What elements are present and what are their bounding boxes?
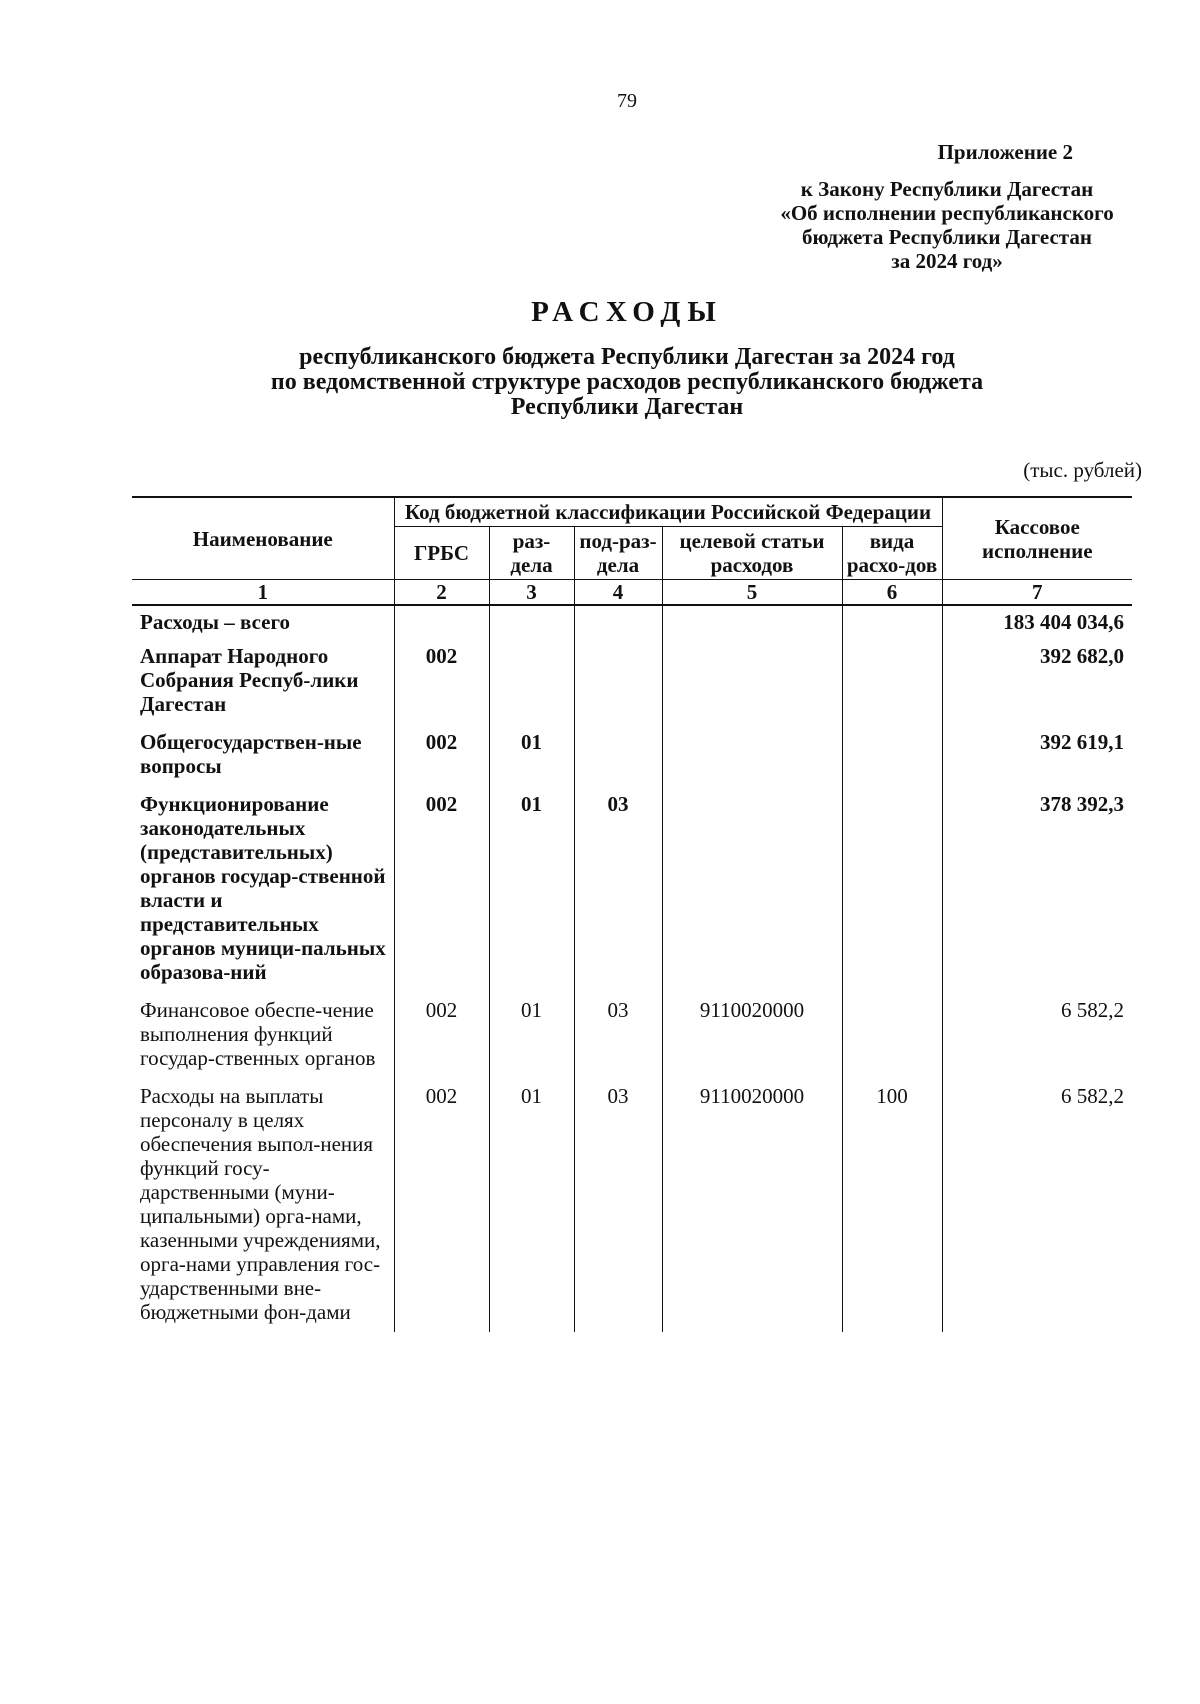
row-name: Расходы на выплаты персоналу в целях обеспечения выпол-нения функций госу-дарственными (муни-ципальными) орга-нами, казенными учреждениями, орга-нами управления гос-ударственными вне-бюджетными фон-дами (140, 1084, 381, 1324)
row-kind: 100 (842, 1078, 942, 1332)
row-grbs (394, 605, 489, 638)
row-amount: 378 392,3 (942, 786, 1132, 992)
units-note: (тыс. рублей) (1023, 458, 1142, 482)
row-section: 01 (489, 786, 574, 992)
row-kind (842, 992, 942, 1078)
row-target: 9110020000 (662, 1078, 842, 1332)
row-subsection (574, 605, 662, 638)
header-target-article: целевой статьи расходов (662, 527, 842, 580)
subtitle-line: республиканского бюджета Республики Дагестан за 2024 год (299, 344, 955, 370)
row-grbs: 002 (394, 638, 489, 724)
header-classification-group: Код бюджетной классификации Российской Федерации (394, 497, 942, 527)
law-reference-line: бюджета Республики Дагестан (802, 225, 1092, 249)
row-grbs: 002 (394, 992, 489, 1078)
column-number: 4 (574, 580, 662, 606)
row-kind (842, 605, 942, 638)
expenditure-table (132, 496, 1132, 1332)
subtitle-line: по ведомственной структуре расходов республиканского бюджета (270, 369, 984, 395)
row-grbs: 002 (394, 1078, 489, 1332)
row-kind (842, 786, 942, 992)
document-subtitle (0, 345, 1200, 420)
row-section (489, 605, 574, 638)
row-grbs: 002 (394, 786, 489, 992)
law-reference-line: «Об исполнении республиканского (780, 201, 1114, 225)
appendix-title: Приложение 2 (937, 140, 1073, 164)
row-amount: 392 619,1 (942, 724, 1132, 786)
subtitle-line: Республики Дагестан (510, 394, 744, 420)
document-title: РАСХОДЫ (531, 296, 723, 328)
row-section: 01 (489, 724, 574, 786)
row-target (662, 786, 842, 992)
row-section (489, 638, 574, 724)
header-expense-kind: вида расхо-дов (842, 527, 942, 580)
row-amount: 392 682,0 (942, 638, 1132, 724)
row-amount: 6 582,2 (942, 992, 1132, 1078)
table-row (132, 638, 1132, 724)
row-target (662, 724, 842, 786)
row-subsection: 03 (574, 786, 662, 992)
law-reference-line: за 2024 год» (891, 249, 1003, 273)
row-amount: 6 582,2 (942, 1078, 1132, 1332)
column-number: 6 (842, 580, 942, 606)
header-name: Наименование (132, 497, 394, 580)
row-section: 01 (489, 1078, 574, 1332)
row-kind (842, 724, 942, 786)
column-number: 1 (132, 580, 394, 606)
row-target: 9110020000 (662, 992, 842, 1078)
header-subsection: под-раз-дела (574, 527, 662, 580)
table-row (132, 724, 1132, 786)
row-section: 01 (489, 992, 574, 1078)
column-number: 5 (662, 580, 842, 606)
table-row (132, 605, 1132, 638)
header-cash-execution: Кассовое исполнение (942, 497, 1132, 580)
column-number: 2 (394, 580, 489, 606)
header-grbs: ГРБС (394, 527, 489, 580)
row-name: Аппарат Народного Собрания Респуб-лики Дагестан (140, 644, 359, 716)
row-target (662, 638, 842, 724)
page-number: 79 (617, 90, 637, 112)
row-name: Общегосударствен-ные вопросы (140, 730, 362, 778)
row-subsection: 03 (574, 1078, 662, 1332)
law-reference-line: к Закону Республики Дагестан (800, 177, 1094, 201)
row-target (662, 605, 842, 638)
row-name: Финансовое обеспе-чение выполнения функций государ-ственных органов (140, 998, 376, 1070)
table-row (132, 786, 1132, 992)
row-kind (842, 638, 942, 724)
table-row (132, 992, 1132, 1078)
row-subsection (574, 724, 662, 786)
column-number: 7 (942, 580, 1132, 606)
law-reference (747, 177, 1147, 273)
row-name: Функционирование законодательных (представительных) органов государ-ственной власти и представительных органов муници-пальных образова-ний (140, 792, 386, 984)
row-amount: 183 404 034,6 (942, 605, 1132, 638)
row-subsection (574, 638, 662, 724)
header-section: раз-дела (489, 527, 574, 580)
table-row (132, 1078, 1132, 1332)
row-name: Расходы – всего (140, 610, 290, 634)
row-subsection: 03 (574, 992, 662, 1078)
row-grbs: 002 (394, 724, 489, 786)
column-number: 3 (489, 580, 574, 606)
